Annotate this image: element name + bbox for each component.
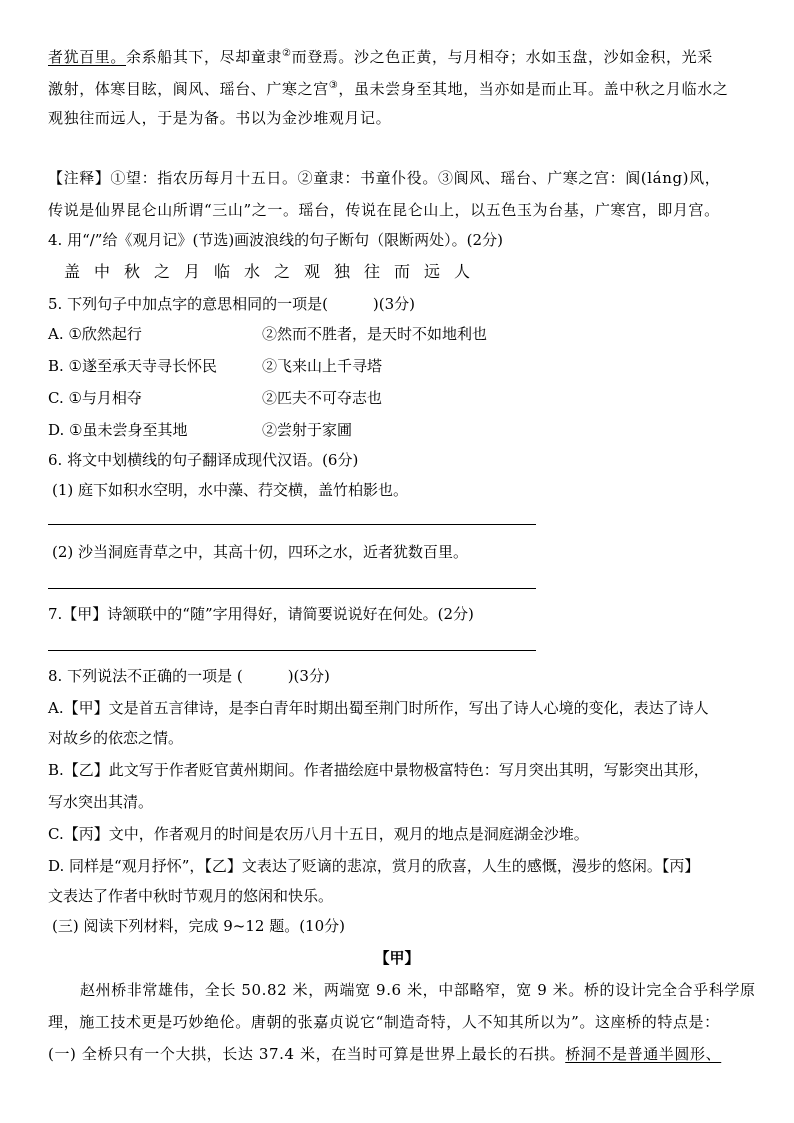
material-jia-title: 【甲】: [374, 949, 420, 967]
answer-line[interactable]: [48, 524, 536, 525]
q8-option-b-cont: 写水突出其清。: [48, 793, 154, 811]
q8-option-c: C.【丙】文中，作者观月的时间是农历八月十五日，观月的地点是洞庭湖金沙堆。: [48, 825, 589, 843]
option-d-second: ②尝射于家圃: [262, 421, 353, 439]
answer-line[interactable]: [48, 588, 536, 589]
q8-option-a: A.【甲】文是首五言律诗，是李白青年时期出蜀至荆门时所作，写出了诗人心境的变化，表达了诗人: [48, 699, 709, 717]
answer-line[interactable]: [48, 650, 536, 651]
notes-line: 【注释】①望：指农历每月十五日。②童隶：书童仆役。③阆风、瑶台、广寒之宫：阆(láng)风，: [48, 169, 721, 187]
passage-line: 激射，体寒目眩，阆风、瑶台、广寒之宫③，虽未尝身至其地，当亦如是而止耳。盖中秋之月临水之: [48, 80, 729, 98]
passage-line: 观独往而远人，于是为备。书以为金沙堆观月记。: [48, 109, 392, 127]
passage-line: 者犹百里。余系船其下，尽却童隶②而登焉。沙之色正黄，与月相夺；水如玉盘，沙如金积，光采: [48, 48, 713, 66]
underlined-sentence: 桥洞不是普通半圆形、: [565, 1045, 722, 1063]
q8-option-a-cont: 对故乡的依恋之情。: [48, 729, 184, 747]
q8-option-d: D. 同样是“观月抒怀”，【乙】文表达了贬谪的悲凉，赏月的欣喜，人生的感慨，漫步的悠闲。【丙】: [48, 857, 700, 875]
notes-line: 传说是仙界昆仑山所谓“三山”之一。瑶台，传说在昆仑山上，以五色玉为台基，广寒宫，即月宫。: [48, 201, 720, 219]
material-line: 赵州桥非常雄伟，全长 50.82 米，两端宽 9.6 米，中部略窄，宽 9 米。桥的设计完全合乎科学原: [80, 981, 756, 999]
q6-sentence-1: (1) 庭下如积水空明，水中藻、荇交横，盖竹柏影也。: [52, 481, 409, 499]
option-a-second: ②然而不胜者，是天时不如地利也: [262, 325, 488, 343]
option-a: A. ①欣然起行: [48, 325, 142, 343]
option-b-second: ②飞来山上千寻塔: [262, 357, 383, 375]
question-4-stem: 4. 用“/”给《观月记》(节选)画波浪线的句子断句（限断两处）。(2分): [48, 231, 503, 249]
option-c-second: ②匹夫不可夺志也: [262, 389, 383, 407]
material-line: (一) 全桥只有一个大拱，长达 37.4 米，在当时可算是世界上最长的石拱。桥洞不是普通半圆形、: [48, 1045, 722, 1063]
question-8-stem: 8. 下列说法不正确的一项是 ( )(3分): [48, 667, 330, 685]
option-c: C. ①与月相夺: [48, 389, 142, 407]
option-d: D. ①虽未尝身至其地: [48, 421, 188, 439]
q4-sentence: 盖中秋之月临水之观独往而远人: [64, 262, 485, 281]
q8-option-d-cont: 文表达了作者中秋时节观月的悠闲和快乐。: [48, 887, 334, 905]
section-3-heading: (三) 阅读下列材料，完成 9~12 题。(10分): [52, 917, 345, 935]
question-6-stem: 6. 将文中划横线的句子翻译成现代汉语。(6分): [48, 451, 359, 469]
q8-option-b: B.【乙】此文写于作者贬官黄州期间。作者描绘庭中景物极富特色：写月突出其明，写影突出其形，: [48, 761, 709, 779]
question-5-stem: 5. 下列句子中加点字的意思相同的一项是( )(3分): [48, 295, 416, 313]
q6-sentence-2: (2) 沙当洞庭青草之中，其高十仞，四环之水，近者犹数百里。: [52, 543, 469, 561]
question-7-stem: 7.【甲】诗颔联中的“随”字用得好，请简要说说好在何处。(2分): [48, 605, 474, 623]
material-line: 理，施工技术更是巧妙绝伦。唐朝的张嘉贞说它“制造奇特，人不知其所以为”。这座桥的特点是：: [48, 1013, 720, 1031]
option-b: B. ①遂至承天寺寻长怀民: [48, 357, 218, 375]
underlined-sentence: 者犹百里。: [48, 48, 127, 66]
